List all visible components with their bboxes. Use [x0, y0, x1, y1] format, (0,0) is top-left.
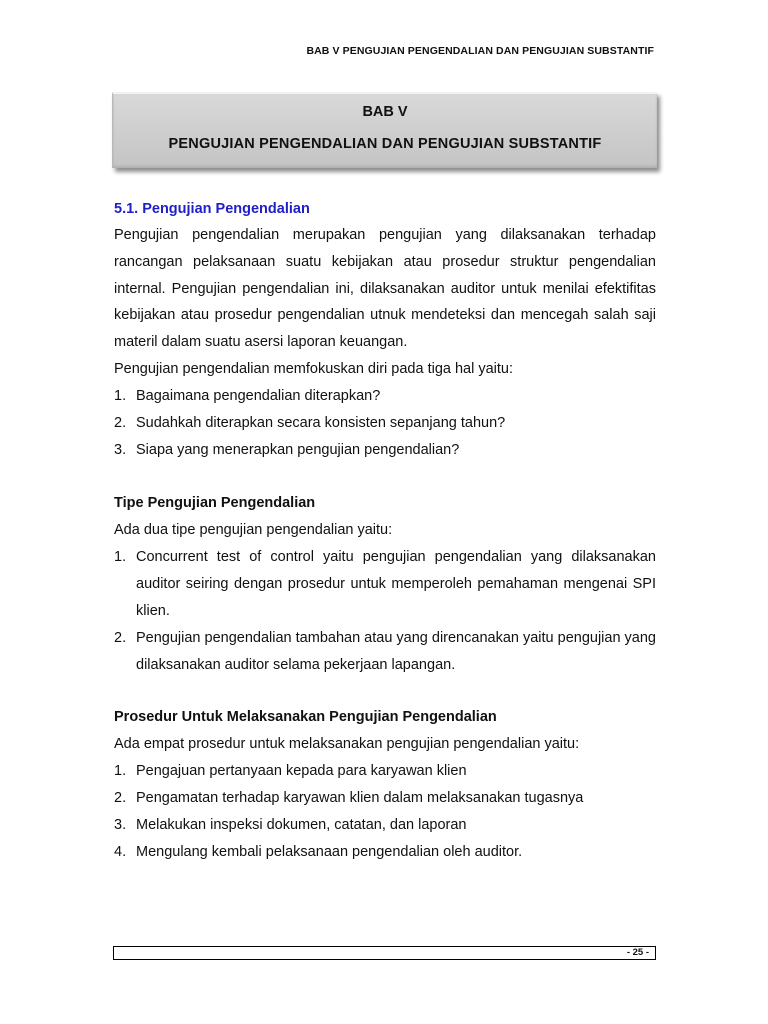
running-header: BAB V PENGUJIAN PENGENDALIAN DAN PENGUJIAN SUBSTANTIF: [306, 45, 654, 57]
list-number: 3.: [114, 441, 127, 458]
list-item: [114, 437, 656, 464]
list-number: 1.: [114, 549, 127, 566]
list-number: 1.: [114, 387, 127, 404]
list-item: [114, 544, 656, 624]
procedures-list: [114, 758, 656, 865]
chapter-number: BAB V: [362, 104, 408, 120]
list-text: Pengujian pengendalian tambahan atau yang direncanakan yaitu pengujian yang dilaksanakan auditor selama pekerjaan lapangan.: [136, 629, 656, 673]
list-text: Pengajuan pertanyaan kepada para karyawan klien: [136, 763, 467, 780]
types-heading: Tipe Pengujian Pengendalian: [114, 495, 316, 512]
list-text: Siapa yang menerapkan pengujian pengendalian?: [136, 441, 460, 458]
page-number: - 25 -: [626, 947, 649, 958]
chapter-title: PENGUJIAN PENGENDALIAN DAN PENGUJIAN SUBSTANTIF: [168, 136, 602, 152]
list-item: [114, 383, 656, 410]
list-number: 2.: [114, 790, 127, 807]
list-text: Melakukan inspeksi dokumen, catatan, dan laporan: [136, 816, 467, 833]
list-number: 3.: [114, 816, 127, 833]
list-number: 2.: [114, 629, 127, 646]
list-text: Bagaimana pengendalian diterapkan?: [136, 387, 381, 404]
types-list: [114, 544, 656, 678]
list-item: [114, 625, 656, 679]
procedures-intro: Ada empat prosedur untuk melaksanakan pengujian pengendalian yaitu:: [114, 736, 580, 753]
list-number: 1.: [114, 763, 127, 780]
list-number: 2.: [114, 414, 127, 431]
section-heading: 5.1. Pengujian Pengendalian: [114, 201, 310, 217]
list-item: [114, 758, 656, 785]
focus-intro: Pengujian pengendalian memfokuskan diri pada tiga hal yaitu:: [114, 360, 514, 377]
spacer: [114, 678, 656, 704]
spacer: [114, 463, 656, 490]
list-item: [114, 410, 656, 437]
list-text: Mengulang kembali pelaksanaan pengendalian oleh auditor.: [136, 843, 523, 860]
page-content: [114, 196, 656, 866]
list-item: [114, 839, 656, 866]
procedures-heading: Prosedur Untuk Melaksanakan Pengujian Pengendalian: [114, 709, 497, 726]
focus-list: [114, 383, 656, 463]
types-intro: Ada dua tipe pengujian pengendalian yaitu:: [114, 522, 393, 539]
chapter-banner: [112, 92, 657, 168]
list-number: 4.: [114, 843, 127, 860]
list-text: Concurrent test of control yaitu pengujian pengendalian yang dilaksanakan auditor seiring dengan prosedur untuk memperoleh pemahaman mengenai SPI klien.: [136, 549, 656, 619]
list-text: Sudahkah diterapkan secara konsisten sepanjang tahun?: [136, 414, 506, 431]
list-text: Pengamatan terhadap karyawan klien dalam melaksanakan tugasnya: [136, 790, 584, 807]
page-footer: [113, 946, 656, 960]
list-item: [114, 812, 656, 839]
section-paragraph: Pengujian pengendalian merupakan pengujian yang dilaksanakan terhadap rancangan pelaksanaan suatu kebijakan atau prosedur struktur pengendalian internal. Pengujian pengendalian ini, dilaksanakan auditor untuk menilai efektifitas kebijakan atau prosedur pengendalian utnuk mendeteksi dan mencegah salah saji materil dalam suatu asersi laporan keuangan.: [114, 227, 656, 351]
list-item: [114, 785, 656, 812]
